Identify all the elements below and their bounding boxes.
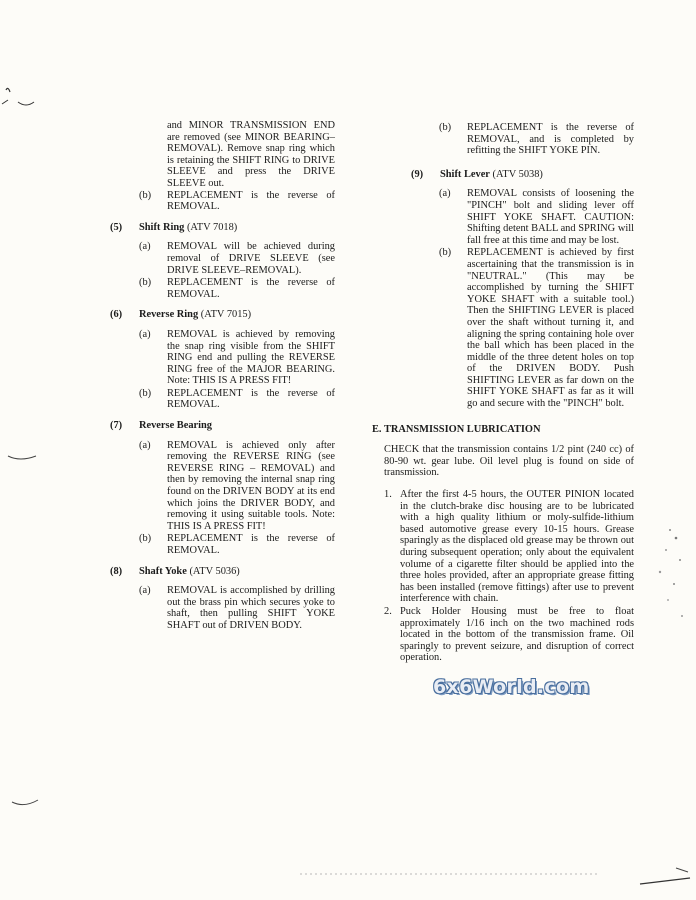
section-body bbox=[439, 188, 634, 409]
section-title: Shift Lever bbox=[440, 168, 490, 180]
list-label: 2. bbox=[384, 605, 392, 617]
section-heading bbox=[110, 420, 335, 432]
section-body bbox=[139, 440, 335, 557]
section-code: (ATV 5038) bbox=[492, 168, 543, 180]
sub-label: (a) bbox=[139, 585, 151, 597]
scan-speckle-right bbox=[640, 520, 690, 630]
section-number: (5) bbox=[110, 221, 123, 233]
sub-text: REMOVAL will be achieved during removal of DRIVE SLEEVE (see DRIVE SLEEVE–REMOVAL). bbox=[167, 241, 335, 276]
sub-label: (b) bbox=[139, 189, 152, 201]
section-title: Reverse Bearing bbox=[139, 420, 212, 432]
list-text: Puck Holder Housing must be free to float approximately 1/16 inch on the two machined rods located in the bottom of the transmission frame. Oil sparingly to prevent seizure, and disruption of correct operation. bbox=[400, 605, 634, 664]
section-number: (8) bbox=[110, 565, 123, 577]
sub-text: REPLACEMENT is the reverse of REMOVAL. bbox=[167, 277, 335, 300]
sub-label: (a) bbox=[139, 328, 151, 340]
section-body bbox=[139, 585, 335, 631]
scan-mark-mid-left bbox=[6, 450, 46, 464]
section-title: Shift Ring bbox=[139, 221, 185, 233]
section-title: Shaft Yoke bbox=[139, 565, 187, 577]
continuation-sub-item bbox=[139, 190, 335, 213]
section-number: (6) bbox=[110, 309, 123, 321]
sub-text: REMOVAL is accomplished by drilling out the brass pin which secures yoke to shaft, then pulling SHIFT YOKE SHAFT out of DRIVEN BODY. bbox=[167, 585, 335, 631]
sub-text: REMOVAL is achieved only after removing the REVERSE RING (see REVERSE RING – REMOVAL) and then by removing the internal snap ring found on the DRIVEN BODY at its end which joins the DRIVER BODY, and removing it using suitable tools. Note: THIS IS A PRESS FIT! bbox=[167, 439, 335, 532]
scan-mark-top-left bbox=[0, 84, 40, 114]
section-number: (9) bbox=[411, 168, 424, 180]
section-code: (ATV 7015) bbox=[200, 309, 252, 321]
section-title: Reverse Ring bbox=[139, 309, 199, 321]
sub-item bbox=[139, 440, 335, 533]
site-watermark: 6x6World.com bbox=[433, 676, 590, 698]
sub-text: REMOVAL is achieved by removing the snap ring visible from the SHIFT RING end and pulling the REVERSE RING free of the MAJOR BEARING. Note: THIS IS A PRESS FIT! bbox=[167, 328, 335, 387]
sub-item bbox=[439, 188, 634, 246]
sub-text: REMOVAL consists of loosening the "PINCH" bolt and sliding lever off SHIFT YOKE SHAFT. CAUTION: Shifting detent BALL and SPRING will fall free at this time and may be lost. bbox=[467, 188, 634, 246]
sub-item bbox=[139, 533, 335, 556]
sub-item bbox=[139, 585, 335, 631]
list-item bbox=[384, 606, 634, 664]
right-column bbox=[372, 122, 634, 665]
section-body bbox=[139, 241, 335, 300]
continuation-sub-item bbox=[439, 122, 634, 157]
lubrication-intro: CHECK that the transmission contains 1/2 pint (240 cc) of 80-90 wt. gear lube. Oil level plug is found on side of transmission. bbox=[384, 444, 634, 479]
sub-label: (b) bbox=[139, 277, 152, 289]
scan-mark-bottom-left bbox=[10, 796, 50, 810]
sub-item bbox=[139, 388, 335, 411]
sub-label: (a) bbox=[139, 439, 151, 451]
section-heading bbox=[110, 309, 335, 321]
sub-item bbox=[139, 277, 335, 300]
sub-item bbox=[139, 329, 335, 387]
continuation-text: and MINOR TRANSMISSION END are removed (see MINOR BEARING–REMOVAL). Remove snap ring which is retaining the SHIFT RING to DRIVE SLEEVE and press the DRIVE SLEEVE out. bbox=[167, 120, 335, 189]
section-code: (ATV 5036) bbox=[189, 565, 240, 577]
sub-label: (a) bbox=[439, 188, 451, 200]
section-number: (7) bbox=[110, 420, 123, 432]
sub-text: REPLACEMENT is the reverse of REMOVAL, and is completed by refitting the SHIFT YOKE PIN. bbox=[467, 122, 634, 157]
left-column bbox=[110, 120, 335, 633]
sub-label: (b) bbox=[139, 387, 152, 399]
sub-label: (b) bbox=[139, 533, 152, 545]
sub-item bbox=[439, 247, 634, 409]
sub-label: (b) bbox=[439, 247, 452, 259]
section-e-heading: E. TRANSMISSION LUBRICATION bbox=[372, 423, 541, 435]
section-heading bbox=[110, 222, 335, 234]
section-heading bbox=[411, 169, 634, 181]
sub-text: REPLACEMENT is the reverse of REMOVAL. bbox=[167, 533, 335, 556]
section-heading bbox=[110, 566, 335, 578]
sub-label: (a) bbox=[139, 241, 151, 253]
scan-bottom-edge bbox=[0, 862, 696, 900]
sub-item bbox=[139, 241, 335, 276]
list-text: After the first 4-5 hours, the OUTER PINION located in the clutch-brake disc housing are to be lubricated with a high quality lithium or moly-sulfide-lithium based automotive grease every 10-15 hours. Grease sparingly as the displaced old grease may be thrown out during subsequent operation; only about the equivalent volume of a cigarette filter should be applied into the three holes provided, after an appropriate grease fitting has been installed (remove fittings) after use to prevent interference with chain. bbox=[400, 489, 634, 605]
sub-text: REPLACEMENT is the reverse of REMOVAL. bbox=[167, 387, 335, 411]
section-body bbox=[139, 329, 335, 411]
list-item bbox=[384, 489, 634, 605]
section-code: (ATV 7018) bbox=[186, 221, 238, 233]
sub-label: (b) bbox=[439, 122, 452, 133]
list-label: 1. bbox=[384, 489, 392, 501]
sub-text: REPLACEMENT is the reverse of REMOVAL. bbox=[167, 189, 335, 213]
sub-text: REPLACEMENT is achieved by first ascertaining that the transmission is in "NEUTRAL." (This may be accomplished by turning the SHIFT YOKE SHAFT with a suitable tool.) Then the SHIFTING LEVER is placed over the shaft without turning it, and aligning the spring containing hole over the ball which has been placed in the middle of the three detent holes on top of the DRIVEN BODY. Push SHIFTING LEVER as far down on the SHIFT YOKE SHAFT as far as it will go and secure with the "PINCH" bolt. bbox=[467, 247, 634, 410]
